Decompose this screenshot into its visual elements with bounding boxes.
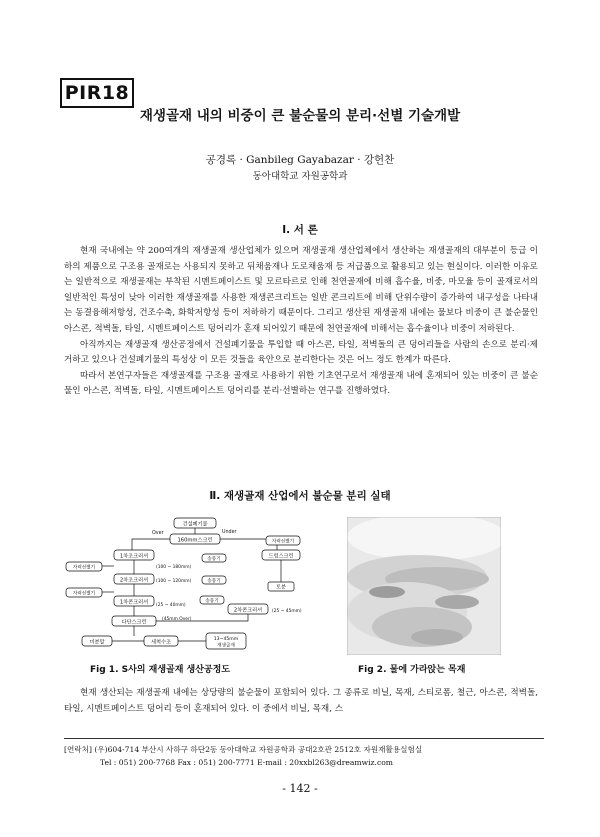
flow-label-size1: (100 ~ 180mm) [156,565,192,570]
paragraph: 따라서 본연구자들은 재생골재를 구조용 골재로 사용하기 위한 기초연구로서 재생골재 내에 혼재되어 있는 비중이 큰 불순물인 아스콘, 적벽돌, 타일, 시멘트페이스트 덩어리를 분리·선별하는 연구를 진행하였다. [64,370,538,397]
flow-label-size2: (100 ~ 120mm) [156,579,192,584]
paragraph: 현재 생산되는 재생골재 내에는 상당량의 불순물이 포함되어 있다. 그 종류로 비닐, 목재, 스티로폼, 철근, 아스콘, 적벽돌, 타일, 시멘트페이스트 덩어리 등이 혼재되어 있다. 이 중에서 비닐, 목재, 스 [64,688,538,714]
flow-node-blower-c: 송풍기 [205,599,219,604]
flow-node-magnet-top: 자력선별기 [271,539,295,545]
flow-node-crusher3: 1차콘크러셔 [119,599,149,606]
process-flow-diagram [62,516,332,656]
section-heading-intro: Ⅰ. 서 론 [282,224,318,236]
flow-label-size4: (25 ~ 45mm) [272,609,302,614]
svg-text:재생골재: 재생골재 [217,643,235,649]
flow-node-drum-screen: 드럼스크린 [268,553,294,560]
flow-label-size3: (25 ~ 40mm) [156,603,186,608]
page-number: - 142 - [282,782,318,795]
flow-node-soil: 토분 [275,584,287,591]
status-body [64,686,538,717]
flow-label-over: Over [152,531,164,536]
flow-node-screen160: 160mm스크린 [177,537,213,544]
paper-code-badge: PIR18 [60,78,134,108]
flow-node-crusher4: 2차콘크러셔 [233,607,263,614]
flow-node-washing: 세척수조 [150,639,172,646]
flow-node-multi-screen: 다단스크린 [121,619,147,626]
flow-label-size5: (45mm Over) [162,617,192,622]
contact-address: [연락처] (우)604-714 부산시 사하구 하단2동 동아대학교 자원공학과 공대2호관 2512호 자원재활용실험실 [64,745,423,754]
flow-node-magnet-left-2: 자력선별기 [72,591,96,597]
author-list: 공경록 · Ganbileg Gayabazar · 강헌찬 [205,154,395,166]
flow-node-crusher1: 1차조크러셔 [119,553,149,560]
intro-body [64,244,538,400]
flow-node-product: 13~45mm [213,637,239,642]
figure1-caption: Fig 1. S사의 재생골재 생산공정도 [90,665,231,675]
paragraph: 현재 국내에는 약 200여개의 재생골재 생산업체가 있으며 재생골재 생산업체에서 생산하는 재생골재의 대부분이 등급 이하의 제품으로 구조용 골재로는 사용되지 못하고 뒤채움재나 도로채움재 등 저급품으로 활용되고 있는 현실이다. 이러한 이유로는 일반적으로 재생골재는 부착된 시멘트페이스트 및 모르타르로 인해 천연골재에 비해 흡수율, 비중, 마모율 등이 골재로서의 일반적인 특성이 낮아 이러한 재생골재를 사용한 재생콘크리트는 일반 콘크리트에 비해 단위수량이 증가하여 내구성을 나타내는 동결융해저항성, 건조수축, 화학저항성 등이 저하하기 때문이다. 그리고 생산된 재생골재 내에는 물보다 비중이 큰 불순물인 아스콘, 적벽돌, 타일, 시멘트페이스트 덩어리가 혼재 되어있기 때문에 천연골재에 비해서는 흡수율이나 비중이 저하된다. [64,246,538,334]
flow-node-blower-b: 송풍기 [207,579,221,584]
contact-phone-email: Tel : 051) 200-7768 Fax : 051) 200-7771 E-mail : 20xxbl263@dreamwiz.com [100,758,393,767]
photo-sinking-wood [347,517,501,655]
flow-node-crusher2: 2차조크러셔 [119,577,149,584]
figure2-caption: Fig 2. 물에 가라앉는 목재 [358,665,466,675]
flow-node-fine: 미분말 [89,639,105,646]
flow-node-waste: 건설폐기물 [182,521,208,528]
section-heading-status: Ⅱ. 재생골재 산업에서 불순물 분리 실태 [209,490,391,502]
affiliation: 동아대학교 자원공학과 [252,171,348,182]
flow-node-blower-a: 송풍기 [207,557,221,562]
flow-label-under: Under [222,530,237,535]
paper-title: 재생골재 내의 비중이 큰 불순물의 분리·선별 기술개발 [139,108,461,124]
flow-node-magnet-left: 자력선별기 [72,565,96,571]
contact-info [64,738,544,769]
paragraph: 아직까지는 재생골재 생산공정에서 건설폐기물을 투입할 때 아스콘, 타일, 적벽돌의 큰 덩어리들을 사람의 손으로 분리·제거하고 있으나 건설폐기물의 특성상 이 모든 것들을 육안으로 분리한다는 것은 어느 정도 한계가 따른다. [64,339,538,366]
